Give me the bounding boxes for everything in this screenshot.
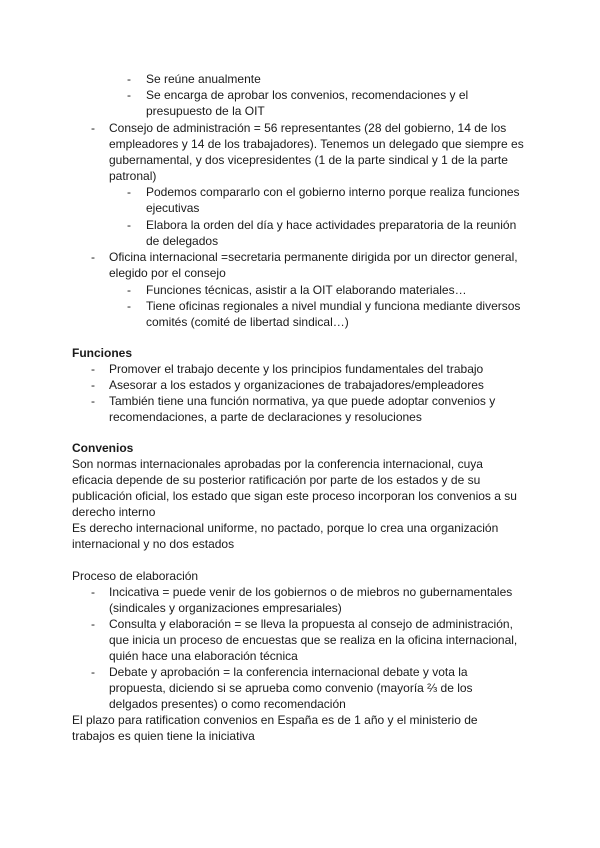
list-item-text: empleadores y 14 de los trabajadores). Tenemos un delegado que siempre es <box>109 137 524 151</box>
list-item-text: ejecutivas <box>146 201 200 215</box>
bullet-dash: - <box>127 283 131 297</box>
bullet-dash: - <box>91 585 95 599</box>
bullet-dash: - <box>127 88 131 102</box>
list-item-text: Tiene oficinas regionales a nivel mundial y funciona mediante diversos <box>146 299 521 313</box>
list-item-text: Asesorar a los estados y organizaciones de trabajadores/empleadores <box>109 378 484 392</box>
list-item-text: Se encarga de aprobar los convenios, recomendaciones y el <box>146 88 469 102</box>
list-item-text: presupuesto de la OIT <box>146 104 265 118</box>
paragraph-text: Es derecho internacional uniforme, no pactado, porque lo crea una organización <box>72 521 499 535</box>
paragraph-text: publicación oficial, los estado que sigan este proceso incorporan los convenios a su <box>72 489 517 503</box>
list-item-text: que inicia un proceso de encuestas que se realiza en la oficina internacional, <box>109 633 518 647</box>
list-item-text: gubernamental, y dos vicepresidentes (1 de la parte sindical y 1 de la parte <box>109 153 508 167</box>
list-item-text: Podemos compararlo con el gobierno interno porque realiza funciones <box>146 185 520 199</box>
list-item-text: Consejo de administración = 56 representantes (28 del gobierno, 14 de los <box>109 121 507 135</box>
list-item-text: propuesta, diciendo si se aprueba como convenio (mayoría ⅔ de los <box>109 681 473 695</box>
bullet-dash: - <box>91 617 95 631</box>
list-item-text: elegido por el consejo <box>109 266 226 280</box>
bullet-dash: - <box>91 121 95 135</box>
list-item-text: También tiene una función normativa, ya que puede adoptar convenios y <box>109 394 496 408</box>
list-item-text: Consulta y elaboración = se lleva la propuesta al consejo de administración, <box>109 617 513 631</box>
paragraph-text: trabajos es quien tiene la iniciativa <box>72 729 255 743</box>
list-item-text: Debate y aprobación = la conferencia internacional debate y vota la <box>109 665 468 679</box>
heading-text: Proceso de elaboración <box>72 569 199 583</box>
bullet-dash: - <box>127 72 131 86</box>
paragraph-text: internacional y no dos estados <box>72 537 235 551</box>
paragraph-text: El plazo para ratification convenios en España es de 1 año y el ministerio de <box>72 713 478 727</box>
paragraph-text: eficacia depende de su posterior ratificación por parte de los estados y de su <box>72 473 481 487</box>
list-item-text: Oficina internacional =secretaria permanente dirigida por un director general, <box>109 250 518 264</box>
list-item-text: (sindicales y organizaciones empresariales) <box>109 601 342 615</box>
bullet-dash: - <box>127 299 131 313</box>
list-item-text: Funciones técnicas, asistir a la OIT elaborando materiales… <box>146 283 467 297</box>
paragraph-text: Son normas internacionales aprobadas por la conferencia internacional, cuya <box>72 457 483 471</box>
bullet-dash: - <box>127 185 131 199</box>
list-item-text: de delegados <box>146 234 219 248</box>
list-item-text: patronal) <box>109 169 157 183</box>
bullet-dash: - <box>91 250 95 264</box>
list-item-text: quién hace una elaboración técnica <box>109 649 298 663</box>
list-item-text: Promover el trabajo decente y los principios fundamentales del trabajo <box>109 362 484 376</box>
bullet-dash: - <box>91 378 95 392</box>
list-item-text: recomendaciones, a parte de declaraciones y resoluciones <box>109 410 422 424</box>
list-item-text: Incicativa = puede venir de los gobiernos o de miebros no gubernamentales <box>109 585 513 599</box>
bullet-dash: - <box>91 665 95 679</box>
list-item-text: delgados presentes) o como recomendación <box>109 697 346 711</box>
heading-text: Convenios <box>72 441 134 455</box>
list-item-text: Elabora la orden del día y hace actividades preparatoria de la reunión <box>146 218 517 232</box>
paragraph-text: derecho interno <box>72 505 156 519</box>
bullet-dash: - <box>91 394 95 408</box>
heading-text: Funciones <box>72 346 133 360</box>
list-item-text: Se reúne anualmente <box>146 72 261 86</box>
bullet-dash: - <box>127 218 131 232</box>
list-item-text: comités (comité de libertad sindical…) <box>146 315 349 329</box>
bullet-dash: - <box>91 362 95 376</box>
